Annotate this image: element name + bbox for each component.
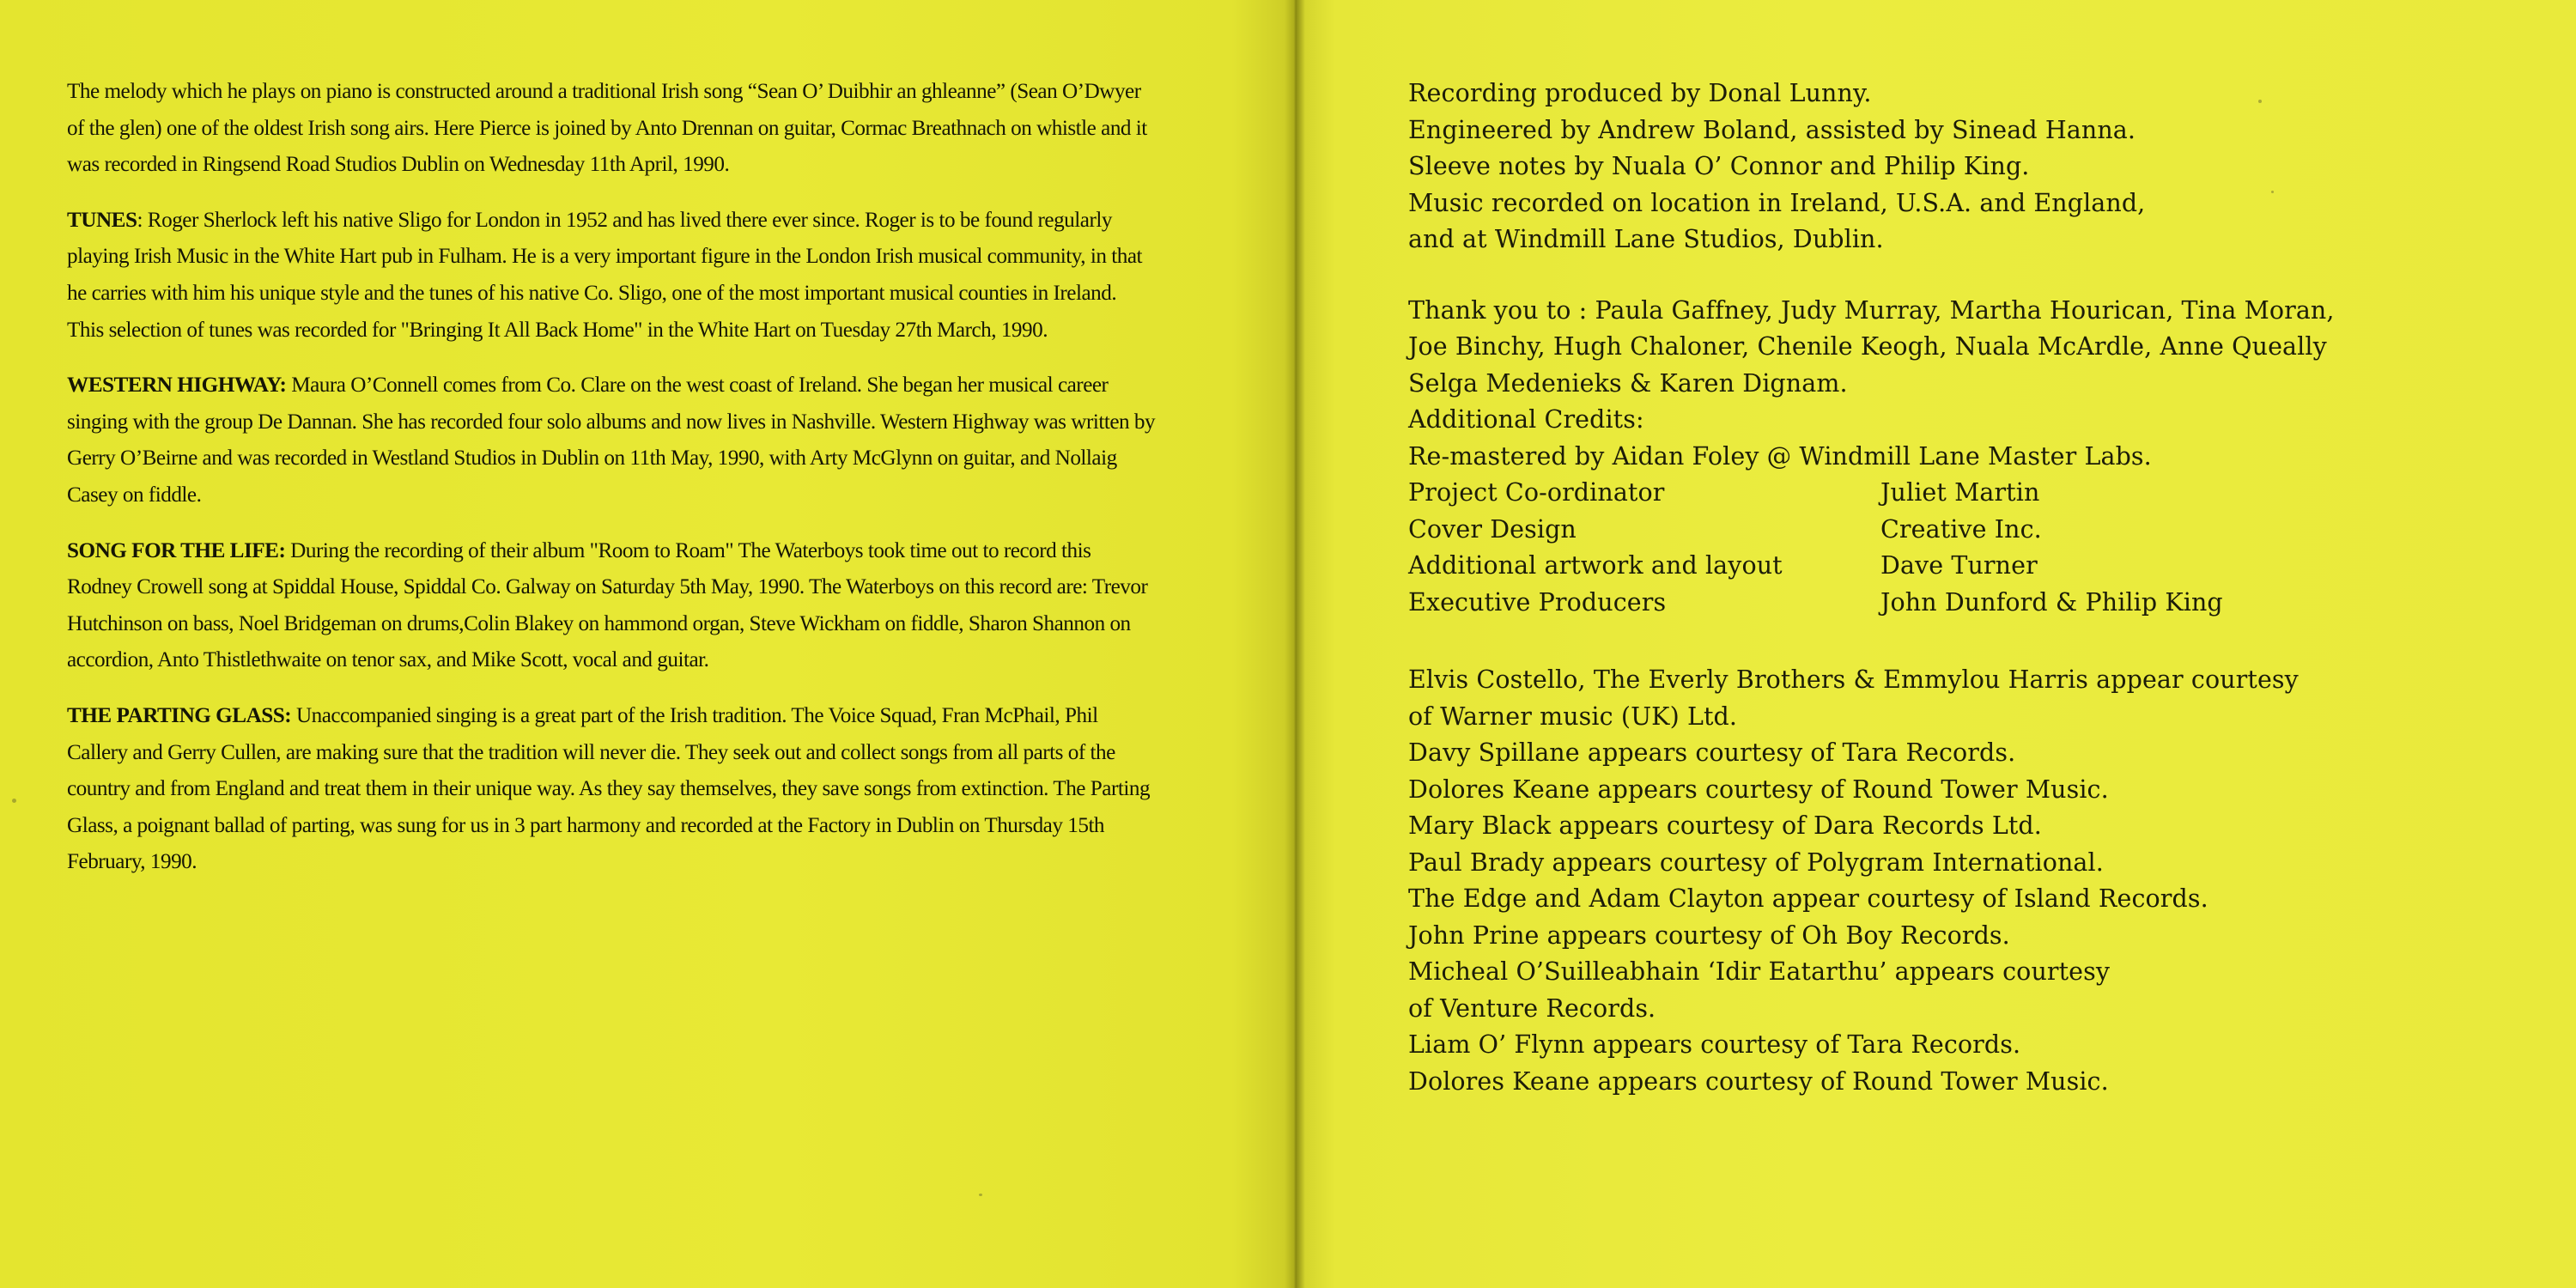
thanks-line: Joe Binchy, Hugh Chaloner, Chenile Keogh, Nuala McArdle, Anne Queally [1408,332,2327,361]
courtesy-line: Paul Brady appears courtesy of Polygram International. [1408,848,2104,877]
thanks-line: Thank you to : Paula Gaffney, Judy Murray, Martha Hourican, Tina Moran, [1408,295,2335,325]
tunes-heading: TUNES [67,208,137,232]
credit-role: Cover Design [1408,514,1577,544]
right-page-text [1408,76,2524,1100]
tunes-paragraph [67,203,1157,349]
print-speck [2271,191,2274,193]
parting-glass-body: Unaccompanied singing is a great part of the Irish tradition. The Voice Squad, Fran McPhail, Phil Callery and Gerry Cullen, are making sure that the tradition will never die. They seek out and collect songs from all parts of the country and from England and treat them in their unique way. As they say themselves, they save songs from extinction. The Parting Glass, a poignant ballad of parting, was sung for us in 3 part harmony and recorded at the Factory in Dublin on Thursday 15th February, 1990. [67,703,1151,874]
credit-name: John Dunford & Philip King [1880,587,2223,617]
credit-name: Dave Turner [1880,551,2038,580]
thanks-block [1408,293,2524,476]
parting-glass-paragraph [67,698,1157,881]
western-highway-paragraph [67,368,1157,513]
western-highway-heading: WESTERN HIGHWAY: [67,374,287,398]
production-line: Sleeve notes by Nuala O’ Connor and Philip King. [1408,152,2030,180]
credit-row [1408,585,2524,622]
production-line: Music recorded on location in Ireland, U.S.A. and England, [1408,188,2146,217]
courtesy-line: Dolores Keane appears courtesy of Round Tower Music. [1408,1066,2109,1096]
courtesy-line: Liam O’ Flynn appears courtesy of Tara Records. [1408,1030,2021,1059]
parting-glass-heading: THE PARTING GLASS: [67,703,292,727]
song-for-the-life-body: During the recording of their album "Room to Roam" The Waterboys took time out to record this Rodney Crowell song at Spiddal House, Spiddal Co. Galway on Saturday 5th May, 1990. The Waterboys on this record are: Trevor Hutchinson on bass, Noel Bridgeman on drums,Colin Blakey on hammond organ, Steve Wickham on fiddle, Sharon Shannon on accordion, Anto Thistlethwaite on tenor sax, and Mike Scott, vocal and guitar. [67,538,1148,672]
remastering-line: Re-mastered by Aidan Foley @ Windmill Lane Master Labs. [1408,441,2152,471]
courtesy-line: Elvis Costello, The Everly Brothers & Emmylou Harris appear courtesy [1408,665,2299,694]
intro-paragraph: The melody which he plays on piano is constructed around a traditional Irish song “Sean O’ Duibhir an ghleanne” (Sean O’Dwyer of the glen) one of the oldest Irish song airs. Here Pierce is joined by Anto Drennan on guitar, Cormac Breathnach on whistle and it was recorded in Ringsend Road Studios Dublin on Wednesday 11th April, 1990. [67,80,1147,177]
courtesy-line: The Edge and Adam Clayton appear courtesy of Island Records. [1408,884,2208,913]
credit-name: Juliet Martin [1880,478,2040,507]
additional-credits-heading: Additional Credits: [1408,405,1644,434]
courtesy-line: Micheal O’Suilleabhain ‘Idir Eatarthu’ appears courtesy [1408,957,2111,986]
booklet-spine [1285,0,1305,1288]
credit-row [1408,475,2524,512]
print-speck [12,799,16,803]
print-speck [2258,100,2262,103]
left-page-text [67,74,1157,900]
production-credits [1408,76,2524,258]
courtesy-line: John Prine appears courtesy of Oh Boy Records. [1408,920,2010,950]
thanks-line: Selga Medenieks & Karen Dignam. [1408,368,1848,398]
print-speck [979,1194,982,1196]
credits-table [1408,475,2524,621]
song-for-the-life-paragraph [67,533,1157,679]
song-for-the-life-heading: SONG FOR THE LIFE: [67,538,286,562]
courtesy-line: Mary Black appears courtesy of Dara Records Ltd. [1408,811,2042,840]
courtesy-line: Davy Spillane appears courtesy of Tara Records. [1408,738,2016,767]
tunes-separator: : [137,208,148,232]
courtesy-block [1408,662,2524,1100]
courtesy-line: of Venture Records. [1408,993,1656,1023]
western-highway-body: Maura O’Connell comes from Co. Clare on the west coast of Ireland. She began her musical career singing with the group De Dannan. She has recorded four solo albums and now lives in Nashville. Western Highway was written by Gerry O’Beirne and was recorded in Westland Studios in Dublin on 11th May, 1990, with Arty McGlynn on guitar, and Nollaig Casey on fiddle. [67,374,1156,507]
credit-name: Creative Inc. [1880,514,2042,544]
credit-role: Project Co-ordinator [1408,478,1665,507]
courtesy-line: Dolores Keane appears courtesy of Round Tower Music. [1408,775,2109,804]
credit-row [1408,548,2524,585]
production-line: Engineered by Andrew Boland, assisted by Sinead Hanna. [1408,115,2136,144]
credit-role: Executive Producers [1408,587,1667,617]
production-line: Recording produced by Donal Lunny. [1408,79,1872,107]
credit-role: Additional artwork and layout [1408,551,1783,580]
production-line: and at Windmill Lane Studios, Dublin. [1408,225,1884,253]
tunes-body: Roger Sherlock left his native Sligo for London in 1952 and has lived there ever since. Roger is to be found regularly playing Irish Music in the White Hart pub in Fulham. He is a very important figure in the London Irish musical community, in that he carries with him his unique style and the tunes of his native Co. Sligo, one of the most important musical counties in Ireland. This selection of tunes was recorded for "Bringing It All Back Home" in the White Hart on Tuesday 27th March, 1990. [67,208,1143,342]
courtesy-line: of Warner music (UK) Ltd. [1408,702,1738,731]
credit-row [1408,512,2524,549]
